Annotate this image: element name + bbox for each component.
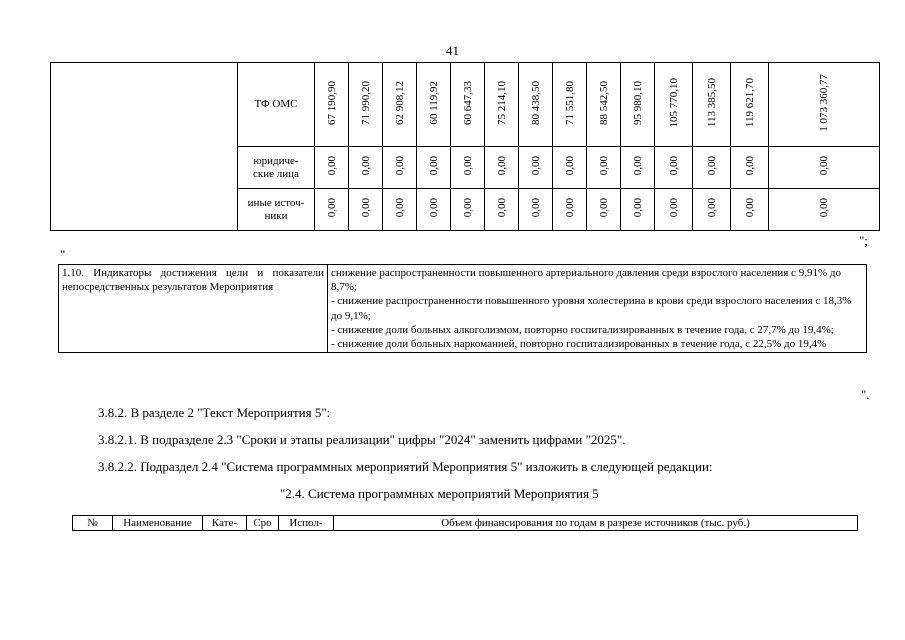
header-cell: Сро [247,516,279,531]
value-cell: 0,00 [621,189,655,231]
paragraph: 3.8.2.2. Подраздел 2.4 "Система программных мероприятий Мероприятия 5" изложить в следующей редакции: [98,459,713,474]
value-cell: 0,00 [553,147,587,189]
value-cell: 71 990,20 [349,63,383,147]
total-cell: 0,00 [769,147,880,189]
value-cell: 0,00 [731,189,769,231]
value-cell: 0,00 [485,189,519,231]
value-cell: 0,00 [655,189,693,231]
table-row [59,265,867,353]
program-table-header [72,515,858,531]
page-number: 41 [446,43,459,58]
value-cell: 95 980,10 [621,63,655,147]
value-cell: 0,00 [417,147,451,189]
value-cell: 0,00 [315,189,349,231]
empty-name-cell [51,63,238,231]
total-cell: 0,00 [769,189,880,231]
closing-quote: ". [861,387,870,402]
value-cell: 60 647,33 [451,63,485,147]
paragraph: 3.8.2.1. В подразделе 2.3 "Сроки и этапы реализации" цифры "2024" заменить цифрами "2025". [98,432,626,447]
value-cell: 0,00 [315,147,349,189]
value-cell: 0,00 [655,147,693,189]
value-cell: 0,00 [553,189,587,231]
value-cell: 113 385,50 [693,63,731,147]
header-cell: Наименование [113,516,203,531]
closing-quote: "; [859,233,868,248]
value-cell: 0,00 [383,189,417,231]
indicator-item: - снижение распространенности повышенного уровня холестерина в крови среди взрослого населения с 18,3% до 9,1%; [331,295,852,322]
indicators-table [58,264,867,353]
value-cell: 0,00 [485,147,519,189]
value-cell: 0,00 [693,189,731,231]
indicators-label: 1.10. Индикаторы достижения цели и показатели непосредственных результатов Мероприятия [59,265,328,353]
value-cell: 119 621,70 [731,63,769,147]
value-cell: 0,00 [587,147,621,189]
value-cell: 75 214,10 [485,63,519,147]
row-label: юридиче- ские лица [238,147,315,189]
value-cell: 88 542,50 [587,63,621,147]
header-cell: № [73,516,113,531]
table-row [73,516,858,531]
value-cell: 0,00 [417,189,451,231]
value-cell: 0,00 [383,147,417,189]
header-cell: Объем финансирования по годам в разрезе источников (тыс. руб.) [334,516,858,531]
value-cell: 0,00 [519,189,553,231]
row-label: иные источ- ники [238,189,315,231]
indicator-item: снижение распространенности повышенного артериального давления среди взрослого населения с 9,91% до 8,7%; [331,267,841,294]
indicator-item: - снижение доли больных алкоголизмом, повторно госпитализированных в течение года, с 27,7% до 19,4%; [331,323,834,336]
value-cell: 0,00 [731,147,769,189]
value-cell: 71 551,80 [553,63,587,147]
value-cell: 0,00 [451,189,485,231]
total-cell: 1 073 360,77 [769,63,880,147]
indicator-item: - снижение доли больных наркоманией, повторно госпитализированных в течение года, с 22,5% до 19,4% [331,338,827,351]
value-cell: 0,00 [451,147,485,189]
row-label: ТФ ОМС [238,63,315,147]
value-cell: 105 770,10 [655,63,693,147]
header-cell: Кате- [203,516,247,531]
section-title: "2.4. Система программных мероприятий Мероприятия 5 [280,486,599,501]
table-row [51,63,880,147]
value-cell: 0,00 [693,147,731,189]
indicators-content [328,265,867,353]
value-cell: 0,00 [587,189,621,231]
value-cell: 0,00 [349,147,383,189]
value-cell: 80 438,50 [519,63,553,147]
value-cell: 60 119,92 [417,63,451,147]
value-cell: 62 908,12 [383,63,417,147]
value-cell: 67 190,90 [315,63,349,147]
opening-quote: " [60,247,66,262]
paragraph: 3.8.2. В разделе 2 "Текст Мероприятия 5": [98,405,331,420]
header-cell: Испол- [279,516,334,531]
financing-table [50,62,880,231]
value-cell: 0,00 [349,189,383,231]
value-cell: 0,00 [621,147,655,189]
value-cell: 0,00 [519,147,553,189]
